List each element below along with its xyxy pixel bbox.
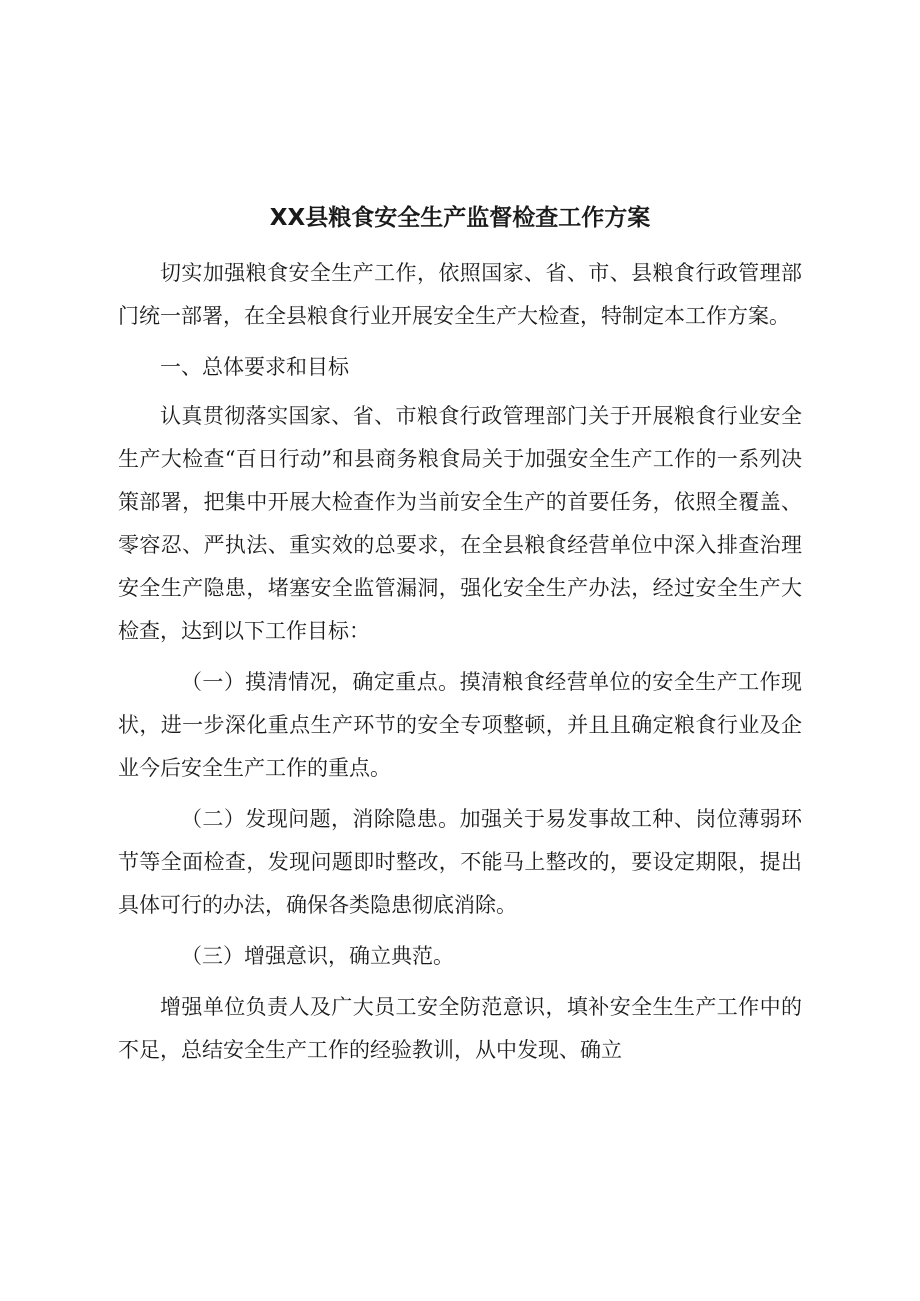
document-title: XX县粮食安全生产监督检查工作方案	[269, 205, 651, 231]
section-heading: 一、总体要求和目标	[160, 355, 349, 379]
section-body-paragraph: 认真贯彻落实国家、省、市粮食行政管理部门关于开展粮食行业安全生产大检查“百日行动”和县商务粮食局关于加强安全生产工作的一系列决策部署，把集中开展大检查作为当前安全生产的首要任务，依照全覆盖、零容忍、严执法、重实效的总要求，在全县粮食经营单位中深入排查治理安全生产隐患，堵塞安全监管漏洞，强化安全生产办法，经过安全生产大检查，达到以下工作目标：	[118, 404, 802, 643]
goal-item-1: （一）摸清情况，确定重点。摸清粮食经营单位的安全生产工作现状，进一步深化重点生产环节的安全专项整顿，并且且确定粮食行业及企业今后安全生产工作的重点。	[118, 670, 802, 780]
document-content	[118, 196, 802, 1080]
goal-item-2: （二）发现问题，消除隐患。加强关于易发事故工种、岗位薄弱环节等全面检查，发现问题即时整改，不能马上整改的，要设定期限，提出具体可行的办法，确保各类隐患彻底消除。	[118, 807, 802, 917]
goal-item-3-body: 增强单位负责人及广大员工安全防范意识，填补安全生生产工作中的不足，总结安全生产工作的经验教训，从中发现、确立	[118, 995, 802, 1062]
goal-item-3: （三）增强意识，确立典范。	[181, 944, 454, 968]
intro-paragraph: 切实加强粮食安全生产工作，依照国家、省、市、县粮食行政管理部门统一部署，在全县粮食行业开展安全生产大检查，特制定本工作方案。	[118, 261, 802, 328]
